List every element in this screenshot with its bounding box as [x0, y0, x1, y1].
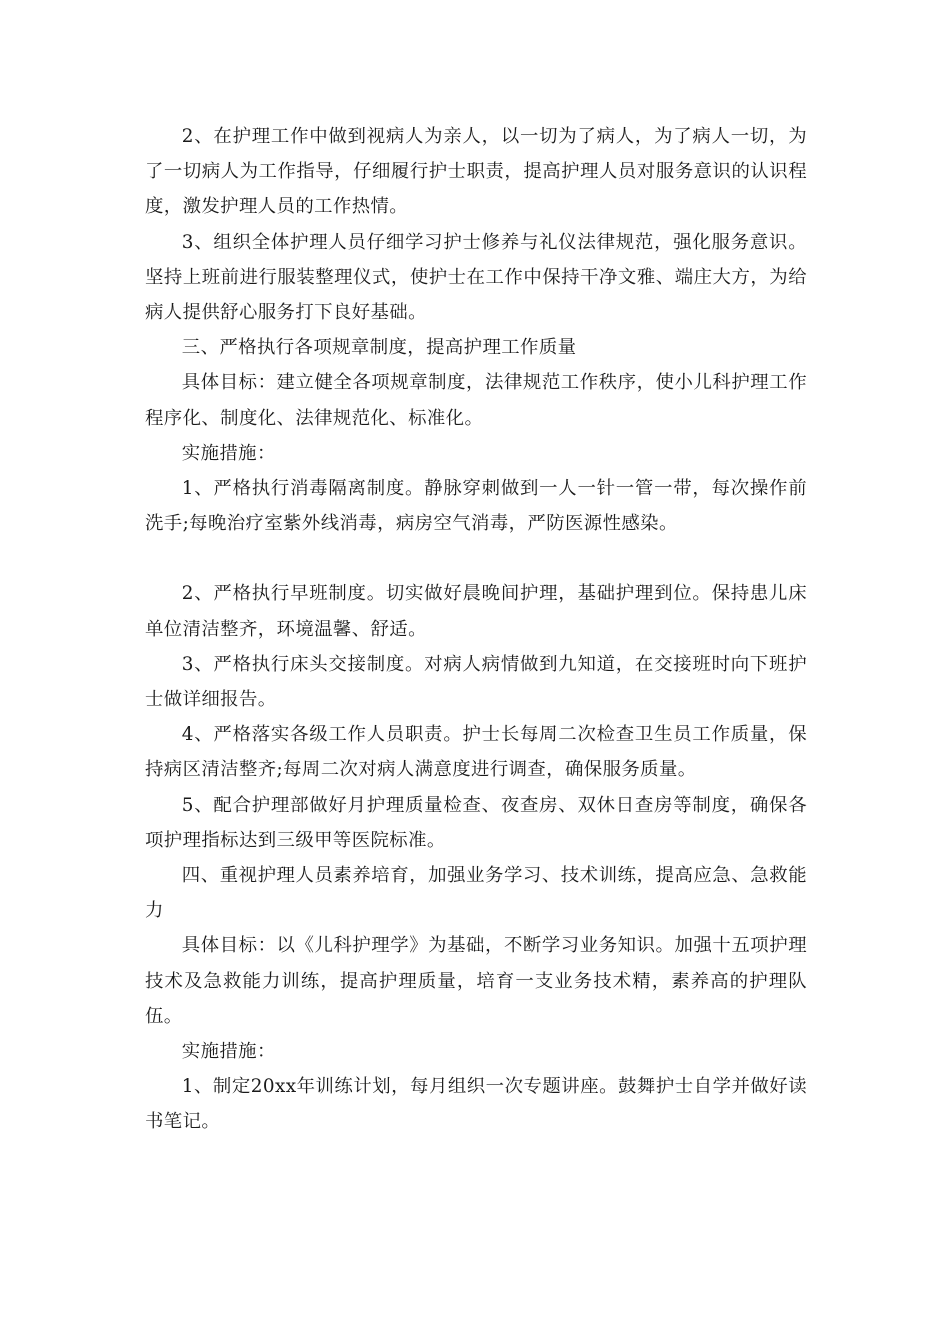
paragraph: 具体目标：以《儿科护理学》为基础，不断学习业务知识。加强十五项护理技术及急救能力训练，提高护理质量，培育一支业务技术精，素养高的护理队伍。 — [145, 935, 807, 1027]
subheading: 实施措施： — [181, 442, 276, 464]
paragraph: 2、严格执行早班制度。切实做好晨晚间护理，基础护理到位。保持患儿床单位清洁整齐，环境温馨、舒适。 — [145, 583, 807, 640]
section-heading: 四、重视护理人员素养培育，加强业务学习、技术训练，提高应急、急救能力 — [145, 865, 807, 922]
subheading: 实施措施： — [181, 1041, 276, 1063]
paragraph: 2、在护理工作中做到视病人为亲人，以一切为了病人，为了病人一切，为了一切病人为工作指导，仔细履行护士职责，提高护理人员对服务意识的认识程度，激发护理人员的工作热情。 — [145, 126, 807, 218]
paragraph: 3、组织全体护理人员仔细学习护士修养与礼仪法律规范，强化服务意识。坚持上班前进行服装整理仪式，使护士在工作中保持干净文雅、端庄大方，为给病人提供舒心服务打下良好基础。 — [145, 231, 807, 324]
paragraph: 1、制定20xx年训练计划，每月组织一次专题讲座。鼓舞护士自学并做好读书笔记。 — [145, 1076, 807, 1133]
section-heading: 三、严格执行各项规章制度，提高护理工作质量 — [181, 337, 577, 359]
paragraph-gap — [145, 541, 807, 576]
paragraph: 1、严格执行消毒隔离制度。静脉穿刺做到一人一针一管一带，每次操作前洗手;每晚治疗室紫外线消毒，病房空气消毒，严防医源性感染。 — [145, 478, 807, 535]
paragraph: 5、配合护理部做好月护理质量检查、夜查房、双休日查房等制度，确保各项护理指标达到三级甲等医院标准。 — [145, 794, 807, 851]
paragraph: 4、严格落实各级工作人员职责。护士长每周二次检查卫生员工作质量，保持病区清洁整齐;每周二次对病人满意度进行调查，确保服务质量。 — [145, 724, 807, 781]
document-body — [145, 119, 807, 1140]
paragraph: 3、严格执行床头交接制度。对病人病情做到九知道，在交接班时向下班护士做详细报告。 — [145, 653, 807, 711]
paragraph: 具体目标：建立健全各项规章制度，法律规范工作秩序，使小儿科护理工作程序化、制度化、法律规范化、标准化。 — [145, 372, 807, 429]
